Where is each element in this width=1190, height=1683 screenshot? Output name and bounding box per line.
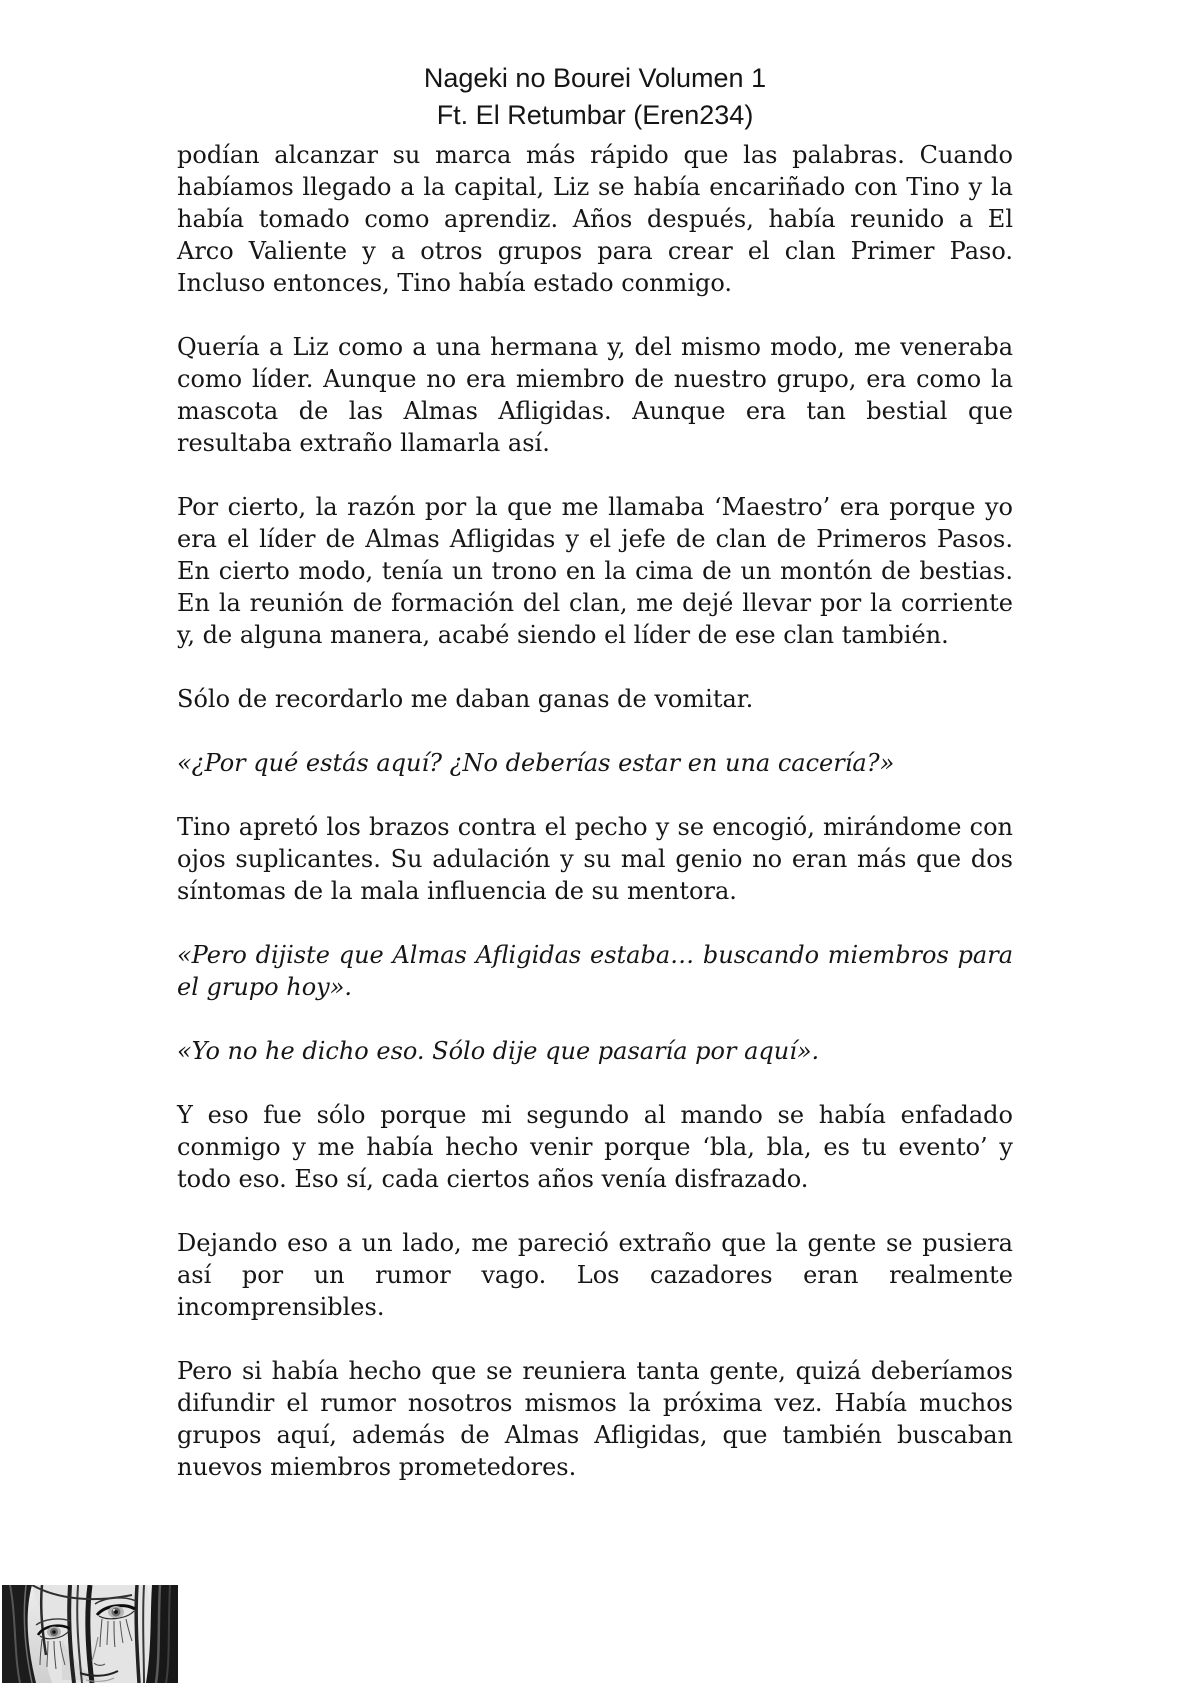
manga-face-artwork bbox=[2, 1585, 178, 1683]
paragraph: Sólo de recordarlo me daban ganas de vomitar. bbox=[177, 685, 754, 713]
paragraph: Y eso fue sólo porque mi segundo al mando se había enfadado conmigo y me había hecho venir porque ‘bla, bla, es tu evento’ y todo eso. Eso sí, cada ciertos años venía disfrazado. bbox=[177, 1101, 1013, 1193]
dialogue-paragraph: «¿Por qué estás aquí? ¿No deberías estar en una cacería?» bbox=[177, 749, 895, 777]
page-header bbox=[0, 0, 1190, 134]
dialogue-paragraph: «Pero dijiste que Almas Afligidas estaba… buscando miembros para el grupo hoy». bbox=[177, 941, 1013, 1001]
paragraph: Por cierto, la razón por la que me llamaba ‘Maestro’ era porque yo era el líder de Almas Afligidas y el jefe de clan de Primeros Pasos. En cierto modo, tenía un trono en la cima de un montón de bestias. En la reunión de formación del clan, me dejé llevar por la corriente y, de alguna manera, acabé siendo el líder de ese clan también. bbox=[177, 493, 1013, 649]
dialogue-paragraph: «Yo no he dicho eso. Sólo dije que pasaría por aquí». bbox=[177, 1037, 820, 1065]
paragraph: Pero si había hecho que se reuniera tanta gente, quizá deberíamos difundir el rumor nosotros mismos la próxima vez. Había muchos grupos aquí, además de Almas Afligidas, que también buscaban nuevos miembros prometedores. bbox=[177, 1357, 1013, 1481]
paragraph: Tino apretó los brazos contra el pecho y se encogió, mirándome con ojos suplicantes. Su adulación y su mal genio no eran más que dos síntomas de la mala influencia de su mentora. bbox=[177, 813, 1013, 905]
manga-face-image bbox=[2, 1585, 178, 1683]
document-subtitle: Ft. El Retumbar (Eren234) bbox=[436, 100, 754, 130]
paragraph: podían alcanzar su marca más rápido que las palabras. Cuando habíamos llegado a la capital, Liz se había encariñado con Tino y la había tomado como aprendiz. Años después, había reunido a El Arco Valiente y a otros grupos para crear el clan Primer Paso. Incluso entonces, Tino había estado conmigo. bbox=[177, 141, 1013, 297]
paragraph: Dejando eso a un lado, me pareció extraño que la gente se pusiera así por un rumor vago. Los cazadores eran realmente incomprensibles. bbox=[177, 1229, 1013, 1321]
document-body bbox=[177, 139, 1013, 1483]
paragraph: Quería a Liz como a una hermana y, del mismo modo, me veneraba como líder. Aunque no era miembro de nuestro grupo, era como la mascota de las Almas Afligidas. Aunque era tan bestial que resultaba extraño llamarla así. bbox=[177, 333, 1013, 457]
document-title: Nageki no Bourei Volumen 1 bbox=[423, 63, 767, 93]
